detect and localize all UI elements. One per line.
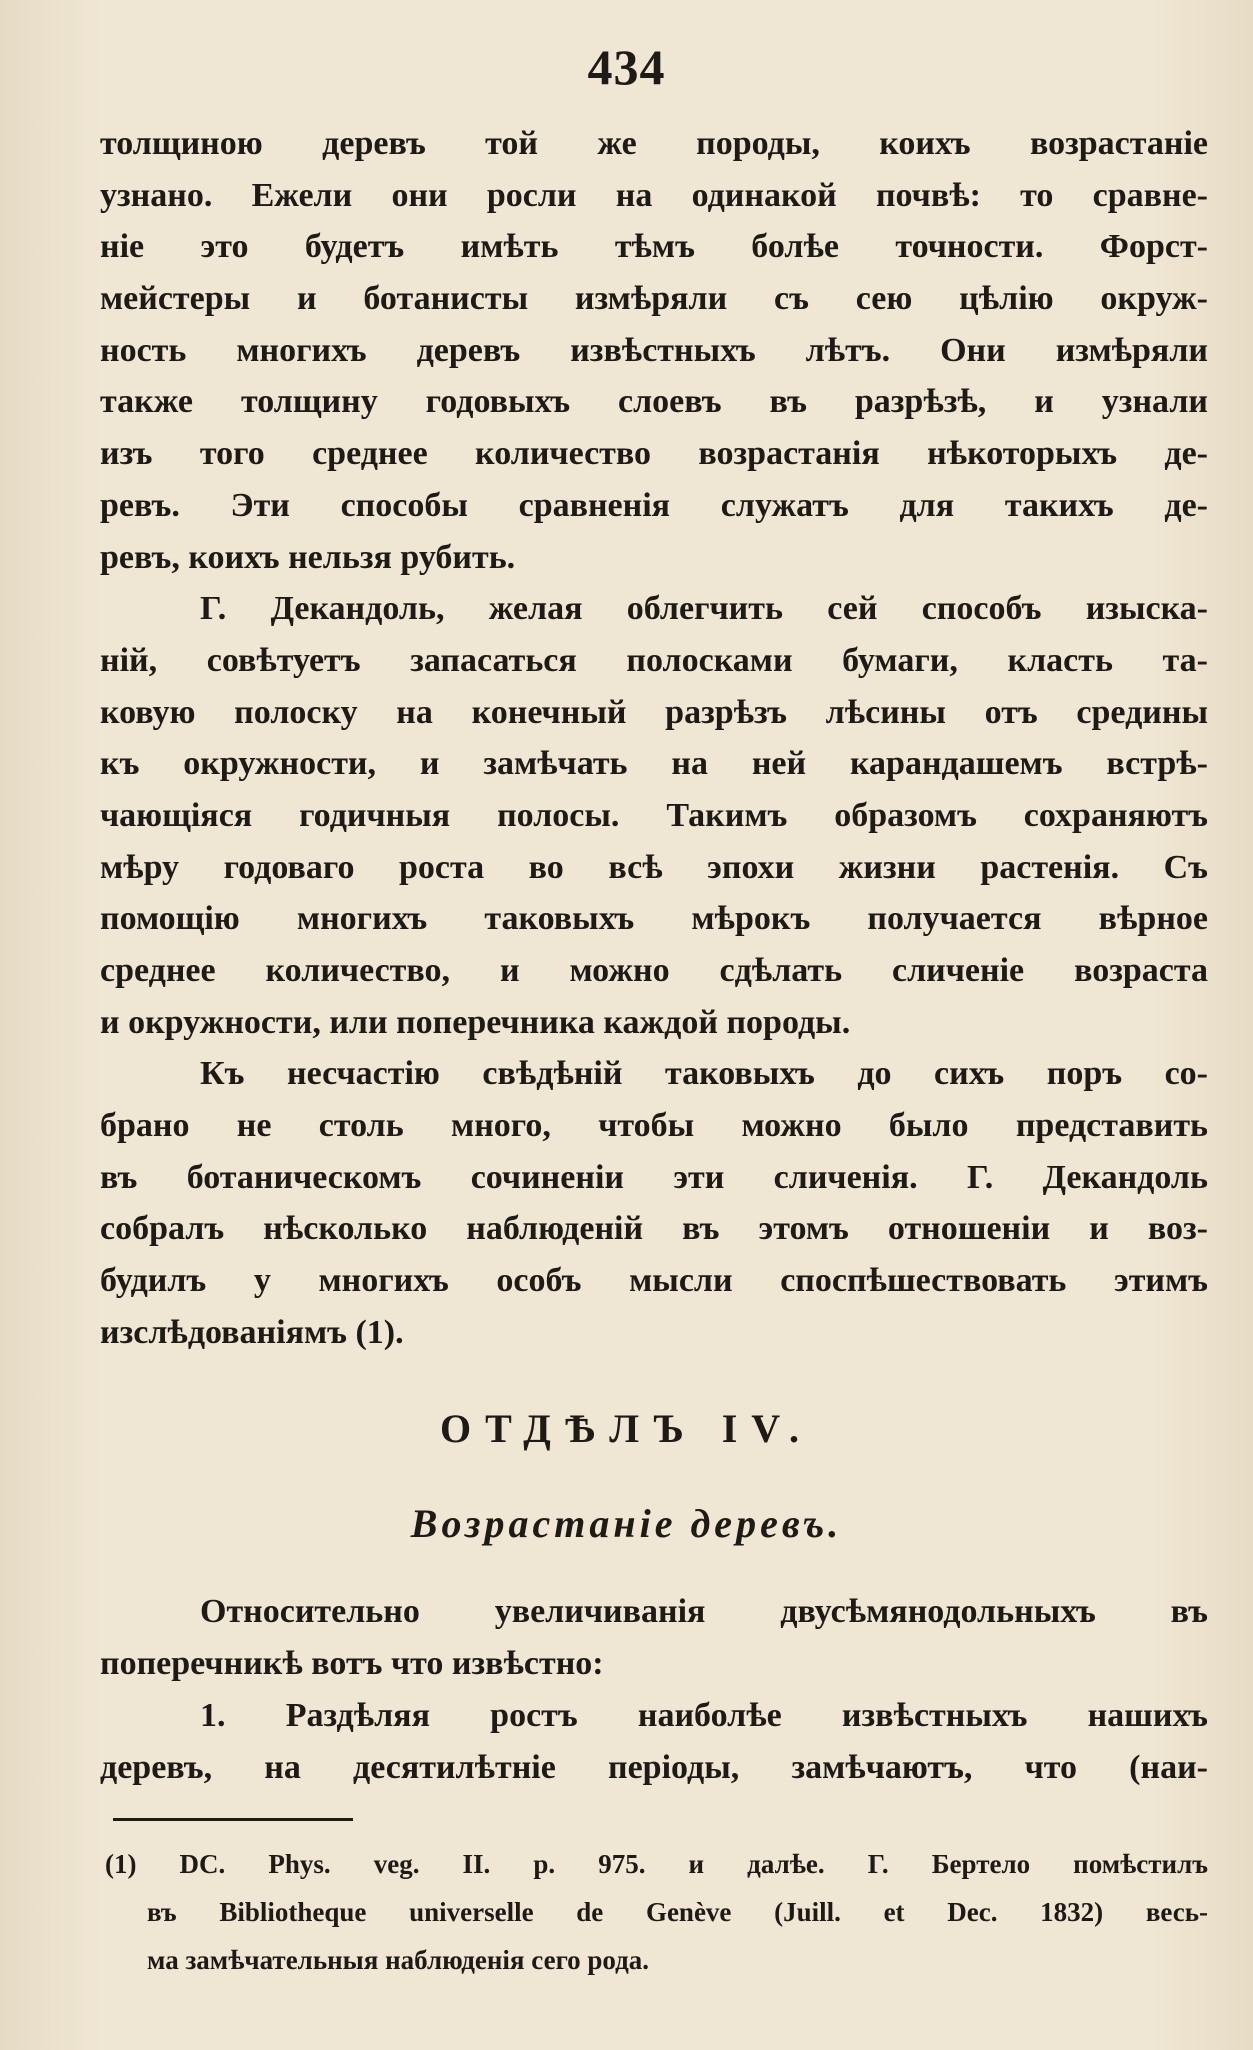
section-text	[100, 1586, 1208, 1794]
text-line: узнано. Ежели они росли на одинакой почвѣ: то сравне-	[100, 176, 1208, 214]
section-subtitle: Возрастаніе деревъ.	[410, 1501, 843, 1546]
footnote-line: ма замѣчательныя наблюденія сего рода.	[147, 1945, 650, 1975]
text-line: чающіяся годичныя полосы. Такимъ образомъ сохраняютъ	[100, 796, 1208, 834]
text-line: Къ несчастію свѣдѣній таковыхъ до сихъ поръ со-	[200, 1055, 1208, 1093]
text-line: и окружности, или поперечника каждой породы.	[100, 1003, 851, 1041]
text-line: ній, совѣтуетъ запасаться полосками бумаги, класть та-	[100, 641, 1208, 679]
footnote	[105, 1840, 1208, 1984]
text-line: къ окружности, и замѣчать на ней карандашемъ встрѣ-	[100, 745, 1208, 783]
text-line: мѣру годоваго роста во всѣ эпохи жизни растенія. Съ	[100, 848, 1208, 886]
text-line: въ ботаническомъ сочиненіи эти сличенія. Г. Декандоль	[100, 1158, 1208, 1196]
text-line: ность многихъ деревъ извѣстныхъ лѣтъ. Они измѣряли	[100, 331, 1208, 369]
text-line: ніе это будетъ имѣть тѣмъ болѣе точности. Форст-	[100, 228, 1208, 266]
footnote-rule	[113, 1818, 353, 1821]
page-number: 434	[587, 39, 666, 95]
text-line: изслѣдованіямъ (1).	[100, 1313, 404, 1351]
text-line: мейстеры и ботанисты измѣряли съ сею цѣлію окруж-	[100, 280, 1208, 318]
text-line: изъ того среднее количество возрастанія нѣкоторыхъ де-	[100, 435, 1208, 473]
text-line: 1. Раздѣляя ростъ наиболѣе извѣстныхъ нашихъ	[200, 1697, 1208, 1734]
footnote-line: въ Bibliotheque universelle de Genève (Juill. et Dec. 1832) весь-	[147, 1897, 1208, 1927]
text-line: Г. Декандоль, желая облегчить сей способъ изыска-	[200, 590, 1208, 628]
section-title: ОТДѢЛЪ IV.	[439, 1406, 814, 1451]
text-line: собралъ нѣсколько наблюденій въ этомъ отношеніи и воз-	[100, 1210, 1208, 1248]
text-line: помощію многихъ таковыхъ мѣрокъ получается вѣрное	[100, 900, 1208, 938]
text-line: поперечникѣ вотъ что извѣстно:	[100, 1645, 604, 1682]
text-line: также толщину годовыхъ слоевъ въ разрѣзѣ, и узнали	[100, 383, 1208, 421]
text-line: ревъ, коихъ нельзя рубить.	[100, 538, 516, 576]
footnote-line: (1) DC. Phys. veg. II. p. 975. и далѣе. Г. Бертело помѣстилъ	[105, 1849, 1208, 1879]
text-line: толщиною деревъ той же породы, коихъ возрастаніе	[100, 125, 1208, 162]
main-text	[100, 118, 1208, 1359]
text-line: среднее количество, и можно сдѣлать сличеніе возраста	[100, 952, 1208, 989]
text-line: брано не столь много, чтобы можно было представить	[100, 1107, 1208, 1145]
text-line: Относительно увеличиванія двусѣмянодольныхъ въ	[200, 1593, 1208, 1630]
text-line: ковую полоску на конечный разрѣзъ лѣсины отъ средины	[100, 693, 1208, 731]
text-line: деревъ, на десятилѣтніе періоды, замѣчаютъ, что (наи-	[100, 1749, 1208, 1786]
text-line: ревъ. Эти способы сравненія служатъ для такихъ де-	[100, 486, 1208, 524]
text-line: будилъ у многихъ особъ мысли споспѣшествовать этимъ	[100, 1262, 1208, 1300]
